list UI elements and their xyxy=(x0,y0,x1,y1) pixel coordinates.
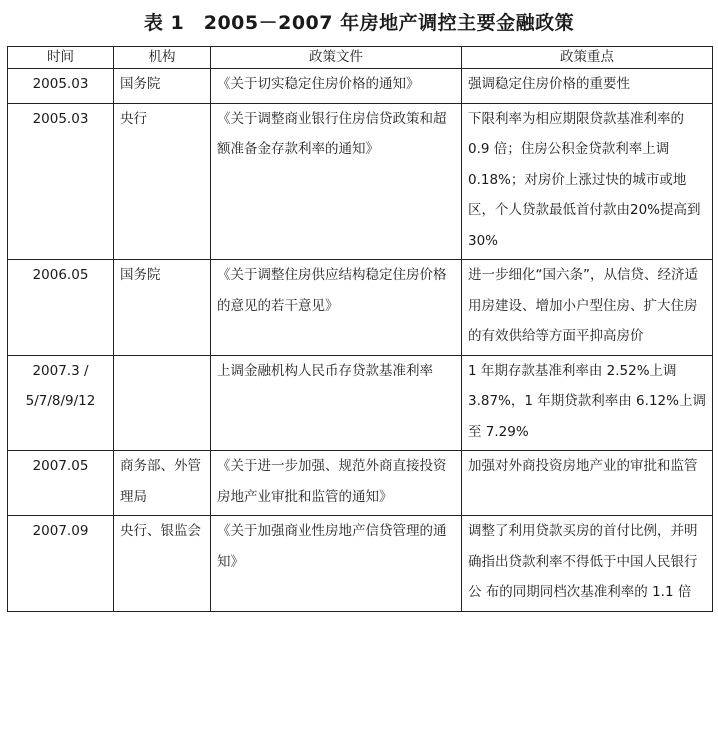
cell-doc: 《关于调整商业银行住房信贷政策和超额准备金存款利率的通知》 xyxy=(211,103,462,260)
cell-doc: 上调金融机构人民币存贷款基准利率 xyxy=(211,355,462,451)
cell-focus: 进一步细化“国六条”，从信贷、经济适用房建设、增加小户型住房、扩大住房的有效供给等方面平抑高房价 xyxy=(462,260,713,356)
cell-org: 商务部、外管理局 xyxy=(114,451,211,516)
cell-org xyxy=(114,355,211,451)
cell-focus: 加强对外商投资房地产业的审批和监管 xyxy=(462,451,713,516)
table-row xyxy=(8,451,713,516)
cell-focus: 下限利率为相应期限贷款基准利率的 0.9 倍；住房公积金贷款利率上调 0.18%；对房价上涨过快的城市或地区，个人贷款最低首付款由20%提高到 30% xyxy=(462,103,713,260)
cell-time: 2007.09 xyxy=(8,516,114,612)
cell-doc: 《关于进一步加强、规范外商直接投资房地产业审批和监管的通知》 xyxy=(211,451,462,516)
header-org: 机构 xyxy=(114,47,211,69)
cell-time: 2007.3 / 5/7/8/9/12 xyxy=(8,355,114,451)
cell-focus: 1 年期存款基准利率由 2.52%上调3.87%，1 年期贷款利率由 6.12%上调至 7.29% xyxy=(462,355,713,451)
cell-focus: 调整了利用贷款买房的首付比例，并明确指出贷款利率不得低于中国人民银行公 布的同期同档次基准利率的 1.1 倍 xyxy=(462,516,713,612)
cell-time: 2005.03 xyxy=(8,103,114,260)
cell-doc: 《关于加强商业性房地产信贷管理的通知》 xyxy=(211,516,462,612)
policy-table xyxy=(7,46,713,612)
table-title: 表 1 2005－2007 年房地产调控主要金融政策 xyxy=(143,12,575,34)
header-row xyxy=(8,47,713,69)
table-row xyxy=(8,516,713,612)
header-focus: 政策重点 xyxy=(462,47,713,69)
table-row xyxy=(8,355,713,451)
cell-doc: 《关于调整住房供应结构稳定住房价格的意见的若干意见》 xyxy=(211,260,462,356)
cell-time: 2007.05 xyxy=(8,451,114,516)
cell-org: 国务院 xyxy=(114,260,211,356)
cell-doc: 《关于切实稳定住房价格的通知》 xyxy=(211,69,462,104)
cell-time: 2006.05 xyxy=(8,260,114,356)
cell-org: 央行 xyxy=(114,103,211,260)
header-time: 时间 xyxy=(8,47,114,69)
header-doc: 政策文件 xyxy=(211,47,462,69)
cell-time: 2005.03 xyxy=(8,69,114,104)
cell-focus: 强调稳定住房价格的重要性 xyxy=(462,69,713,104)
table-row xyxy=(8,103,713,260)
table-row xyxy=(8,260,713,356)
table-row xyxy=(8,69,713,104)
cell-org: 央行、银监会 xyxy=(114,516,211,612)
cell-org: 国务院 xyxy=(114,69,211,104)
